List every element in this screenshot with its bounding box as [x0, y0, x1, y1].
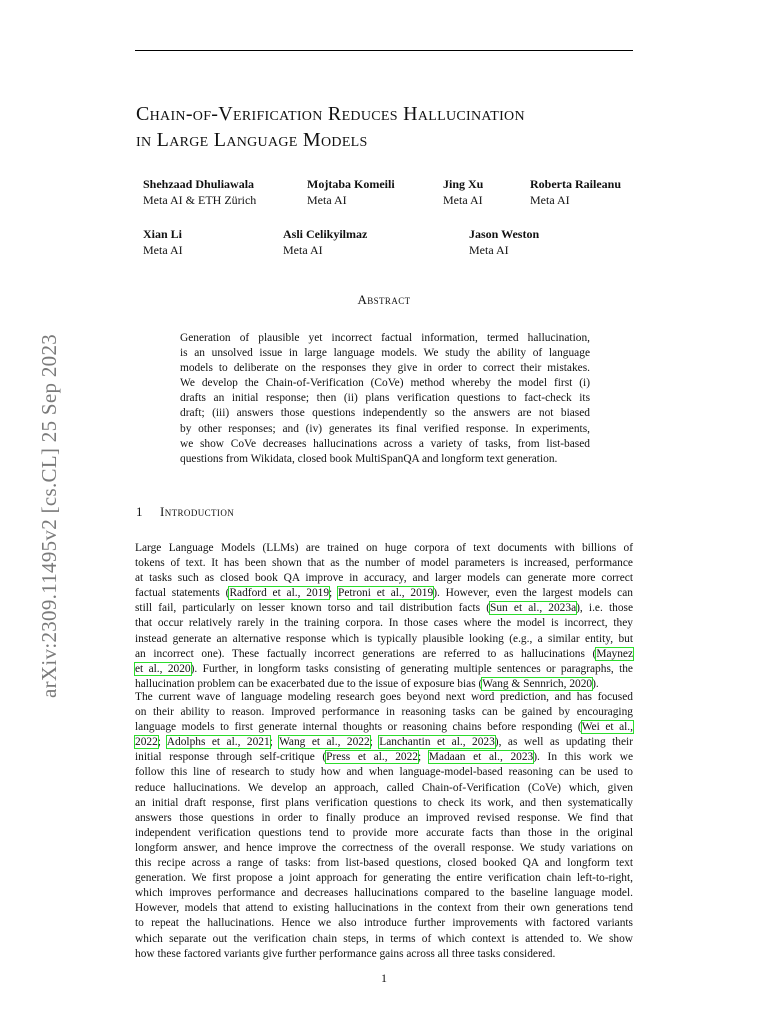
abstract-line: Generation of plausible yet incorrect factual information, termed hallucination, — [180, 332, 590, 344]
text-run: still fail, particularly on lesser known torso and tail distribution facts ( — [135, 602, 491, 615]
citation-link[interactable]: 2022 — [135, 736, 158, 749]
text-line: at tasks such as closed book QA improve in accuracy, and larger models can generate more correct — [135, 572, 633, 585]
text-run: ). However, even the largest models can — [433, 587, 633, 600]
arxiv-stamp: arXiv:2309.11495v2 [cs.CL] 25 Sep 2023 — [37, 333, 61, 698]
text-line: an initial draft response, first plans verification questions to check its work, and then systematically — [135, 796, 633, 809]
author-name: Jason Weston — [469, 227, 540, 241]
text-line: to repeat the hallucinations. Hence we also introduce further improvements with factored variants — [135, 917, 633, 930]
text-line: Large Language Models (LLMs) are trained on huge corpora of text documents with billions of — [135, 542, 633, 554]
text-run: an incorrect one). These factually incorrect generations are referred to as hallucinations ( — [135, 647, 597, 660]
paper-title-line-1: Chain-of-Verification Reduces Hallucination — [136, 103, 525, 125]
citation-link[interactable]: Lanchantin et al., 2023 — [379, 736, 495, 749]
abstract-line: questions from Wikidata, closed book MultiSpanQA and longform text generation. — [180, 452, 558, 465]
text-line: which improves performance and decreases hallucinations compared to the baseline language model. — [135, 887, 633, 900]
abstract-line: we show CoVe decreases hallucinations across a variety of tasks, from list-based — [180, 437, 590, 450]
text-line: The current wave of language modeling research goes beyond next word prediction, and has focused — [135, 691, 633, 703]
top-rule — [135, 50, 633, 51]
text-run: ). In this work we — [533, 751, 634, 764]
intro-paragraph-2 — [135, 690, 633, 962]
author-block — [143, 226, 183, 258]
citation-link[interactable]: Wei et al., — [581, 721, 633, 734]
text-run: factual statements ( — [135, 587, 230, 600]
citation-link[interactable]: Madaan et al., 2023 — [428, 751, 534, 764]
text-line — [135, 601, 633, 616]
text-run: ), as well as updating their — [494, 736, 634, 749]
citation-link[interactable]: Press et al., 2022 — [326, 751, 418, 764]
author-block — [443, 176, 483, 208]
author-affiliation: Meta AI — [443, 193, 483, 207]
text-line — [135, 735, 633, 750]
author-name: Mojtaba Komeili — [307, 177, 395, 191]
author-block — [307, 176, 395, 208]
text-line: answers those questions in order to finally produce an improved revised response. We find that — [135, 811, 633, 824]
author-affiliation: Meta AI — [143, 243, 183, 257]
author-affiliation: Meta AI — [469, 243, 509, 257]
text-line: generation. We first propose a joint approach for generating the entire verification chain left-to-right, — [135, 872, 633, 885]
text-run: hallucination problem can be exacerbated due to the issue of exposure bias ( — [135, 677, 483, 690]
text-run: ; — [369, 736, 380, 749]
citation-link[interactable]: Wang et al., 2022 — [279, 736, 370, 749]
text-run: initial response through self-critique ( — [135, 751, 327, 764]
text-line: However, models that attend to existing hallucinations in the context from their own generations tend — [135, 902, 633, 915]
text-run: ). — [592, 677, 599, 690]
text-run: ; — [157, 736, 167, 749]
abstract-body — [180, 331, 590, 467]
citation-link[interactable]: Radford et al., 2019 — [229, 587, 330, 600]
text-line — [135, 720, 633, 735]
text-line — [135, 586, 633, 601]
abstract-line: We develop the Chain-of-Verification (CoVe) method whereby the model first (i) — [180, 377, 590, 390]
author-block — [143, 176, 256, 208]
text-line — [135, 662, 633, 677]
author-block — [530, 176, 621, 208]
text-line: which separate out the verification chain steps, in terms of which context is attended to. We show — [135, 932, 633, 945]
text-line: tokens of text. It has been shown that as the number of model parameters is increased, performance — [135, 557, 633, 570]
text-run: ). Further, in longform tasks consisting of generating multiple sentences or paragraphs, the — [190, 662, 633, 675]
abstract-heading: Abstract — [357, 292, 411, 307]
author-block — [283, 226, 367, 258]
author-name: Asli Celikyilmaz — [283, 227, 368, 241]
citation-link[interactable]: Maynez — [596, 647, 633, 660]
citation-link[interactable]: Petroni et al., 2019 — [338, 587, 434, 600]
author-name: Shehzaad Dhuliawala — [143, 177, 255, 191]
text-line: reduce hallucinations. We develop an approach, called Chain-of-Verification (CoVe) which, given — [135, 781, 633, 794]
text-line — [135, 647, 633, 662]
text-line: independent verification questions tend to provide more accurate facts than those in the original — [135, 826, 633, 839]
text-line: on their ability to reason. Improved performance in reasoning tasks can be gained by encouraging — [135, 706, 633, 719]
citation-link[interactable]: Adolphs et al., 2021 — [166, 736, 270, 749]
author-name: Jing Xu — [443, 177, 484, 191]
section-heading — [136, 504, 234, 520]
section-title: Introduction — [160, 504, 235, 519]
text-run: ; — [269, 736, 280, 749]
text-line: how these factored variants give further performance gains across all three tasks considered. — [135, 947, 556, 960]
author-affiliation: Meta AI — [283, 243, 323, 257]
abstract-line: is an unsolved issue in large language models. We study the ability of language — [180, 347, 590, 360]
author-name: Roberta Raileanu — [530, 177, 621, 191]
author-affiliation: Meta AI — [530, 193, 570, 207]
paper-title — [136, 101, 656, 153]
abstract-line: drafts an initial response; then (ii) plans verification questions to fact-check its — [180, 392, 590, 405]
text-line: instead generate an alternative response which is typically plausible looking (e.g., a similar entity, but — [135, 632, 633, 645]
abstract-line: draft; (iii) answers those questions independently so the answers are not biased — [180, 407, 590, 420]
text-line — [135, 750, 633, 765]
section-number: 1 — [136, 504, 143, 519]
paper-title-line-2: in Large Language Models — [136, 129, 368, 151]
citation-link[interactable]: et al., 2020 — [135, 662, 191, 675]
text-line: this recipe across a range of tasks: from list-based questions, closed booked QA and longform text — [135, 857, 633, 870]
author-name: Xian Li — [143, 227, 183, 241]
text-line: that occur relatively rarely in the training corpora. In those cases where the model is incorrect, they — [135, 617, 633, 630]
text-run: ; — [418, 751, 429, 764]
intro-paragraph-1 — [135, 541, 633, 692]
author-affiliation: Meta AI — [307, 193, 347, 207]
abstract-line: models to deliberate on the responses they give in order to correct their mistakes. — [180, 362, 590, 375]
citation-link[interactable]: Wang & Sennrich, 2020 — [482, 677, 593, 690]
citation-link[interactable]: Sun et al., 2023a — [490, 602, 577, 615]
author-affiliation: Meta AI & ETH Zürich — [143, 193, 257, 207]
text-line: follow this line of research to study how and when language-model-based reasoning can be used to — [135, 766, 633, 779]
text-run: ; — [329, 587, 338, 600]
text-run: ), i.e. those — [576, 602, 634, 615]
text-run: language models to first generate internal thoughts or reasoning chains before responding ( — [135, 721, 582, 734]
text-line: longform answer, and hence improve the correctness of the overall response. We study variations on — [135, 841, 633, 854]
author-block — [469, 226, 539, 258]
page-number: 1 — [381, 971, 387, 985]
abstract-line: by other responses; and (iv) generates its final verified response. In experiments, — [180, 422, 590, 435]
